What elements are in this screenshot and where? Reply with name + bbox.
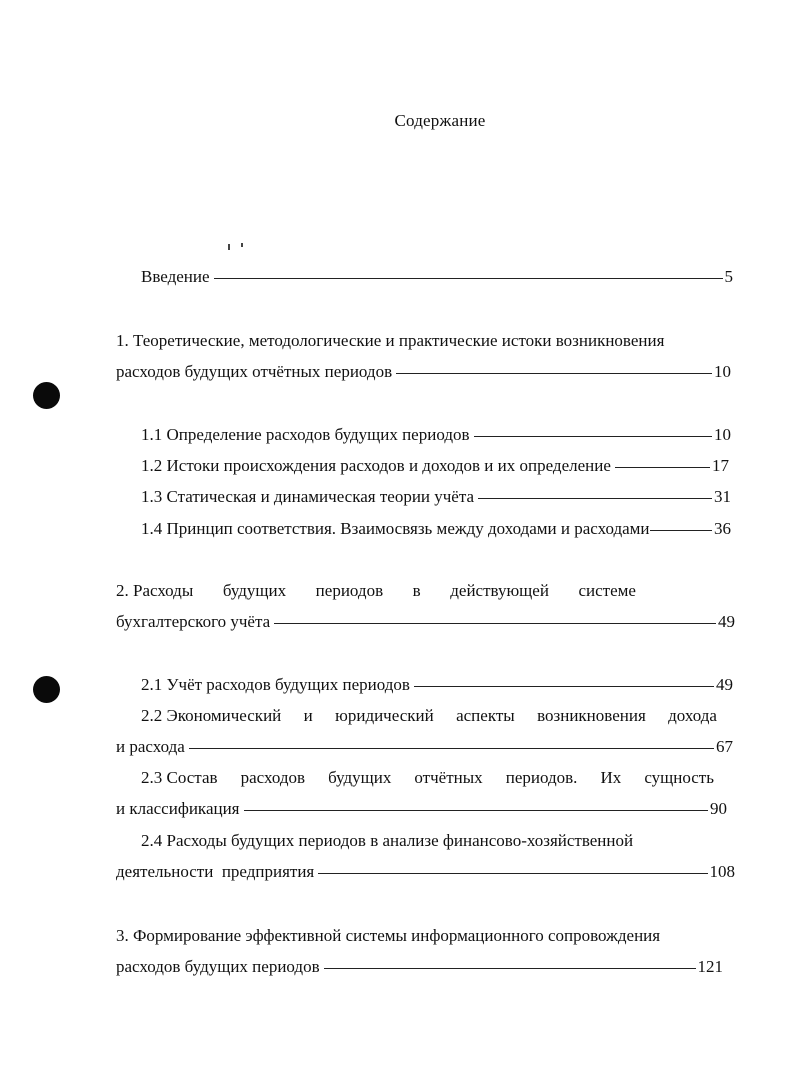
toc-entry-label: 1.4 Принцип соответствия. Взаимосвязь между доходами и расходами (141, 519, 650, 538)
punch-hole-bottom (33, 676, 60, 703)
toc-entry-label: расходов будущих периодов (116, 957, 320, 976)
title-word: аспекты (456, 706, 515, 725)
toc-leader (474, 435, 712, 437)
toc-leader (274, 622, 716, 624)
toc-section-2-3-title (141, 767, 714, 789)
toc-leader (244, 809, 709, 811)
toc-section-2-4-title: 2.4 Расходы будущих периодов в анализе финансово-хозяйственной (141, 831, 634, 850)
toc-leader (189, 747, 714, 749)
scan-speck (241, 243, 243, 247)
toc-page-number: 10 (714, 362, 731, 381)
title-word: будущих (328, 768, 392, 787)
toc-section-2-2-title (141, 705, 717, 727)
toc-leader (214, 277, 723, 279)
toc-section-2-1 (141, 674, 733, 696)
toc-page-number: 17 (712, 456, 729, 475)
title-word: Их (600, 768, 622, 787)
toc-chapter-3-entry (116, 956, 723, 978)
toc-page-number: 108 (709, 862, 735, 881)
toc-leader (396, 372, 712, 374)
toc-section-2-3-entry (116, 798, 727, 820)
punch-hole-top (33, 382, 60, 409)
title-word: сущность (644, 768, 714, 787)
toc-page-number: 10 (714, 425, 731, 444)
toc-entry-label: бухгалтерского учёта (116, 612, 271, 631)
toc-entry-label: расходов будущих отчётных периодов (116, 362, 393, 381)
toc-leader (615, 466, 710, 468)
toc-section-2-4-entry (116, 861, 735, 883)
title-word: 2.2 Экономический (141, 706, 282, 725)
toc-entry-label: 2.1 Учёт расходов будущих периодов (141, 675, 410, 694)
title-word: отчётных (414, 768, 483, 787)
toc-entry-label: деятельности предприятия (116, 862, 315, 881)
title-word: 2. Расходы (116, 581, 194, 600)
title-word: юридический (335, 706, 434, 725)
title-word: периодов (315, 581, 384, 600)
title-word: будущих (222, 581, 287, 600)
title-word: и (303, 706, 313, 725)
toc-entry-label: Введение (141, 267, 210, 286)
toc-page-number: 36 (714, 519, 731, 538)
toc-leader (650, 529, 712, 531)
scan-speck (228, 244, 230, 250)
toc-page-number: 121 (697, 957, 723, 976)
title-word: периодов. (505, 768, 578, 787)
title-word: расходов (240, 768, 305, 787)
toc-page-number: 49 (716, 675, 733, 694)
toc-section-1-2 (141, 455, 729, 477)
title-word: действующей (450, 581, 549, 600)
title-word: системе (578, 581, 636, 600)
toc-page-number: 67 (716, 737, 733, 756)
page-title: Содержание (394, 111, 486, 130)
toc-entry-label: и классификация (116, 799, 240, 818)
toc-entry-label: и расхода (116, 737, 185, 756)
toc-page-number: 90 (710, 799, 727, 818)
toc-leader (478, 497, 712, 499)
title-word: возникновения (537, 706, 646, 725)
toc-leader (318, 872, 707, 874)
toc-chapter-1-entry (116, 361, 731, 383)
title-word: 2.3 Состав (141, 768, 218, 787)
toc-section-2-2-entry (116, 736, 733, 758)
toc-entry-intro (141, 266, 733, 288)
toc-leader (324, 967, 696, 969)
toc-chapter-2-entry (116, 611, 735, 633)
toc-entry-label: 1.1 Определение расходов будущих периодов (141, 425, 470, 444)
toc-page-number: 5 (724, 267, 733, 286)
toc-page-number: 49 (718, 612, 735, 631)
toc-section-1-4 (141, 518, 731, 540)
toc-section-1-1 (141, 424, 731, 446)
toc-chapter-3-title: 3. Формирование эффективной системы информационного сопровождения (116, 926, 661, 945)
toc-entry-label: 1.2 Истоки происхождения расходов и доходов и их определение (141, 456, 611, 475)
toc-page-number: 31 (714, 487, 731, 506)
title-word: дохода (668, 706, 717, 725)
toc-chapter-2-title (116, 580, 636, 602)
toc-leader (414, 685, 714, 687)
title-word: в (412, 581, 421, 600)
toc-chapter-1-title: 1. Теоретические, методологические и практические истоки возникновения (116, 331, 665, 350)
toc-section-1-3 (141, 486, 731, 508)
toc-entry-label: 1.3 Статическая и динамическая теории учёта (141, 487, 475, 506)
